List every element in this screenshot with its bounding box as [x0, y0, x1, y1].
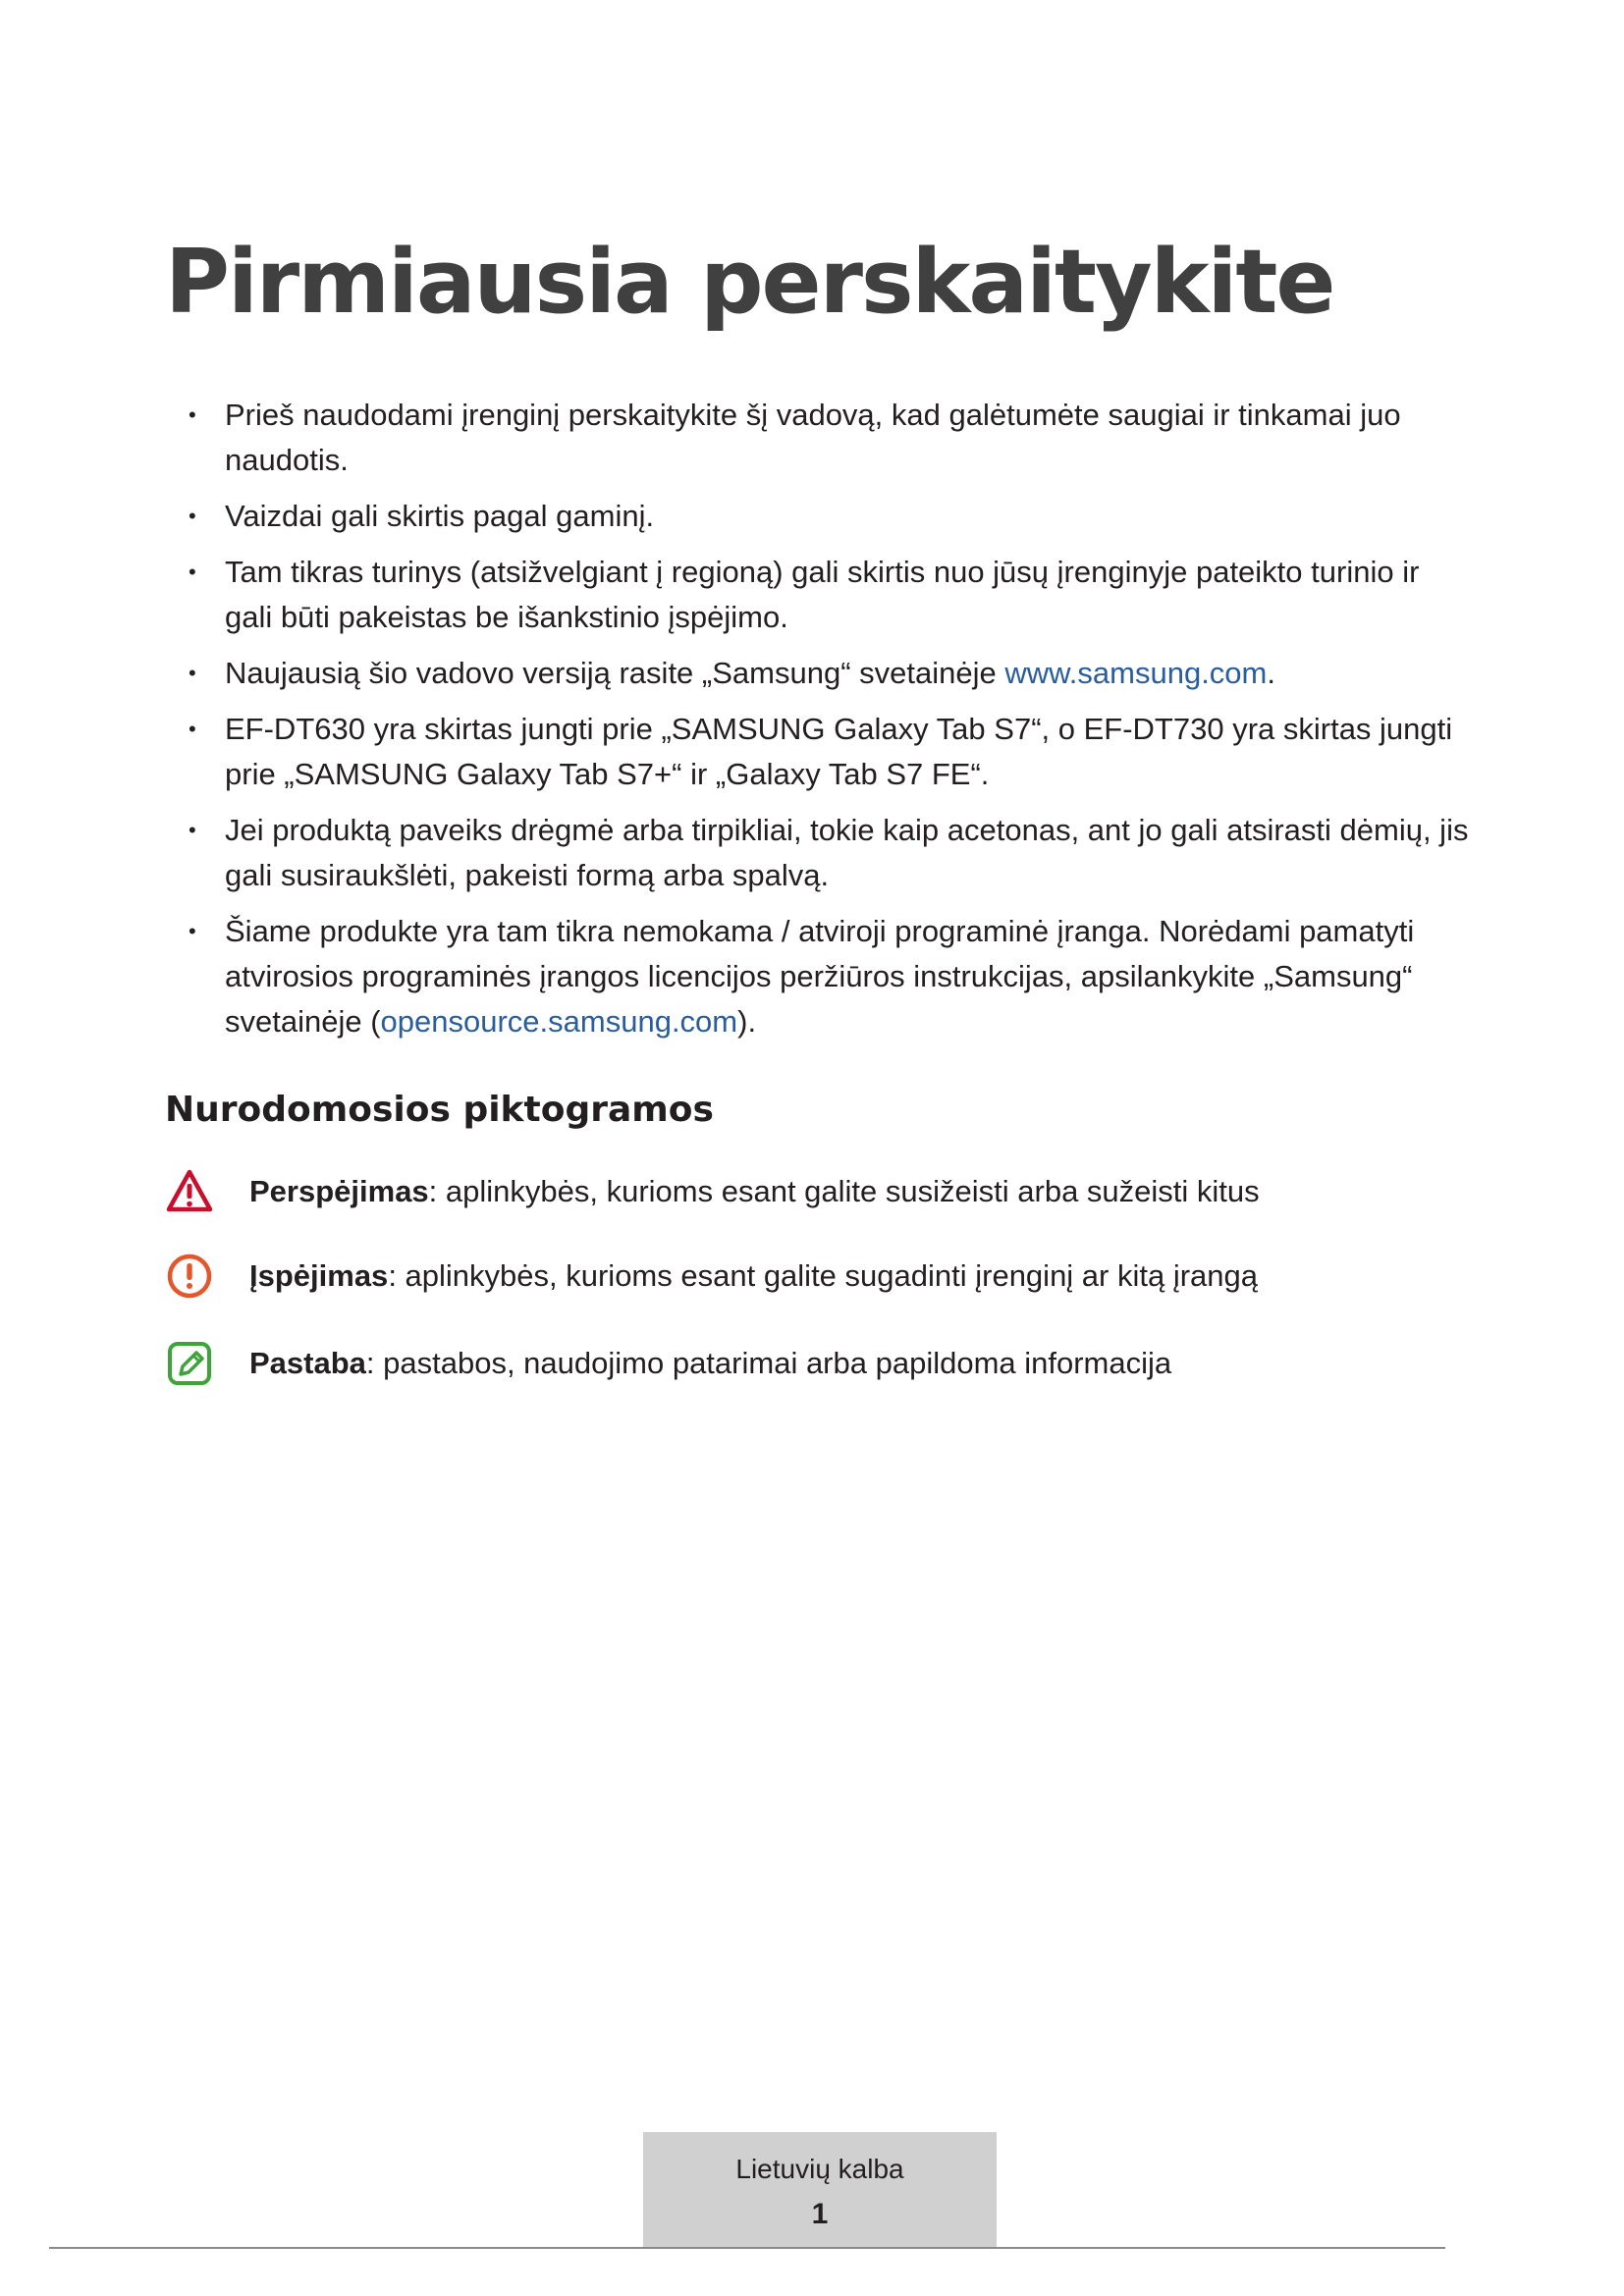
list-item-text: Vaizdai gali skirtis pagal gaminį.	[225, 499, 655, 533]
list-item	[165, 494, 1471, 539]
list-item	[165, 808, 1471, 898]
icon-term: Įspėjimas	[249, 1258, 389, 1293]
icon-legend-text	[249, 1167, 1260, 1216]
icons-section-heading: Nurodomosios piktogramos	[165, 1090, 714, 1130]
icon-description: : pastabos, naudojimo patarimai arba papildoma informacija	[365, 1346, 1172, 1380]
bullet-dot-icon: •	[189, 717, 196, 741]
bullet-dot-icon: •	[189, 818, 196, 842]
page-number: 1	[811, 2198, 829, 2230]
list-item-text-end: ).	[737, 1004, 757, 1039]
list-item-text: Naujausią šio vadovo versiją rasite „Samsung“ svetainėje	[225, 656, 1005, 690]
list-item	[165, 909, 1471, 1044]
list-item-text: Prieš naudodami įrenginį perskaitykite šį vadovą, kad galėtumėte saugiai ir tinkamai juo naudotis.	[225, 398, 1401, 477]
list-item-text-end: .	[1267, 656, 1275, 690]
note-pencil-icon	[165, 1339, 214, 1388]
bullet-dot-icon: •	[189, 560, 196, 584]
page-title: Pirmiausia perskaitykite	[165, 231, 1334, 334]
icon-legend-text	[249, 1339, 1171, 1388]
icon-legend-note	[165, 1339, 1172, 1388]
icon-legend-caution	[165, 1252, 1259, 1301]
list-item-text: Jei produktą paveiks drėgmė arba tirpikliai, tokie kaip acetonas, ant jo gali atsirasti dėmių, jis gali susiraukšlėti, pakeisti formą arba spalvą.	[225, 813, 1469, 892]
icon-description: : aplinkybės, kurioms esant galite sugadinti įrenginį ar kitą įrangą	[388, 1258, 1259, 1293]
list-item	[165, 707, 1471, 797]
bullet-dot-icon: •	[189, 919, 196, 943]
list-item-text: EF-DT630 yra skirtas jungti prie „SAMSUNG Galaxy Tab S7“, o EF-DT730 yra skirtas jungti prie „SAMSUNG Galaxy Tab S7+“ ir „Galaxy Tab S7 FE“.	[225, 712, 1453, 791]
list-item-text: Šiame produkte yra tam tikra nemokama / atviroji programinė įranga. Norėdami pamatyti atvirosios programinės įrangos licencijos peržiūros instrukcijas, apsilankykite „Samsung“ svetainėje (	[225, 914, 1415, 1039]
footer-language-tab	[643, 2132, 997, 2247]
intro-bullet-list	[165, 393, 1471, 1055]
icon-legend-warning	[165, 1167, 1260, 1216]
bullet-dot-icon: •	[189, 661, 196, 685]
bullet-dot-icon: •	[189, 504, 196, 528]
opensource-website-link[interactable]: opensource.samsung.com	[380, 1004, 738, 1039]
list-item	[165, 550, 1471, 640]
warning-triangle-icon	[165, 1167, 214, 1216]
icon-legend-text	[249, 1252, 1258, 1301]
icon-term: Pastaba	[249, 1346, 366, 1380]
list-item	[165, 393, 1471, 483]
icon-term: Perspėjimas	[249, 1174, 429, 1208]
icon-description: : aplinkybės, kurioms esant galite susižeisti arba sužeisti kitus	[428, 1174, 1260, 1208]
samsung-website-link[interactable]: www.samsung.com	[1004, 656, 1268, 690]
bullet-dot-icon: •	[189, 402, 196, 427]
list-item-text: Tam tikras turinys (atsižvelgiant į regioną) gali skirtis nuo jūsų įrenginyje pateikto turinio ir gali būti pakeistas be išankstinio įspėjimo.	[225, 555, 1420, 634]
caution-exclamation-icon	[165, 1252, 214, 1301]
footer-divider	[49, 2247, 1445, 2249]
list-item	[165, 651, 1471, 696]
footer-language: Lietuvių kalba	[735, 2154, 904, 2184]
